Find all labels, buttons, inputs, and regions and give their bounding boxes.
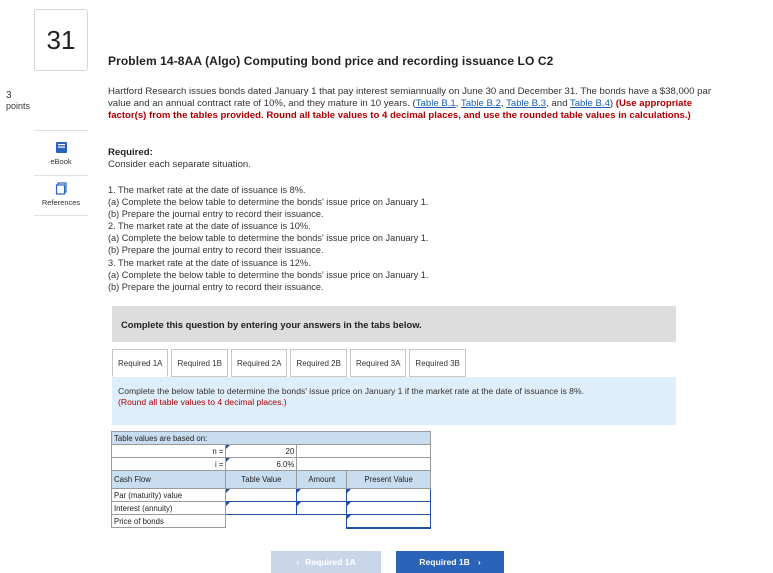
table-b2-link[interactable]: Table B.2 xyxy=(460,98,501,110)
ebook-button[interactable] xyxy=(34,140,88,176)
tab-required-1a[interactable]: Required 1A xyxy=(112,349,168,377)
rail-divider xyxy=(34,215,88,216)
row-label-interest: Interest (annuity) xyxy=(112,502,226,515)
row-label-par: Par (maturity) value xyxy=(112,489,226,502)
rail-divider xyxy=(34,175,88,176)
tab-required-3b[interactable]: Required 3B xyxy=(409,349,465,377)
col-amount: Amount xyxy=(297,471,347,489)
interest-present-value-input[interactable] xyxy=(347,502,431,515)
tab-required-2a[interactable]: Required 2A xyxy=(231,349,287,377)
n-label: n = xyxy=(112,445,226,458)
instruction-rounding: (Round all table values to 4 decimal places.) xyxy=(118,396,287,407)
row-label-price: Price of bonds xyxy=(112,515,226,528)
n-input[interactable]: 20 xyxy=(226,445,297,458)
step-item: (b) Prepare the journal entry to record their issuance. xyxy=(108,209,324,220)
points-label: points xyxy=(6,101,31,111)
step-item: 1. The market rate at the date of issuance is 8%. xyxy=(108,185,306,195)
col-cash-flow: Cash Flow xyxy=(112,471,226,489)
par-amount-input[interactable] xyxy=(297,489,347,502)
col-table-value: Table Value xyxy=(226,471,297,489)
chevron-left-icon: ‹ xyxy=(296,557,300,567)
references-icon xyxy=(54,181,68,195)
table-b4-link[interactable]: Table B.4 xyxy=(569,98,610,110)
i-label: i = xyxy=(112,458,226,471)
chevron-right-icon: › xyxy=(477,557,481,567)
requirement-tabs xyxy=(112,349,466,377)
par-present-value-input[interactable] xyxy=(347,489,431,502)
col-present-value: Present Value xyxy=(347,471,431,489)
rounding-instruction: (Use appropriate factor(s) from the tables provided. Round all table values to 4 decimal places, and use the rounded table values in calculations.) xyxy=(108,98,693,122)
required-heading: Required: xyxy=(108,147,153,158)
interest-amount-input[interactable] xyxy=(297,502,347,515)
table-b1-link[interactable]: Table B.1 xyxy=(415,98,456,110)
bond-price-table xyxy=(111,431,431,529)
par-table-value-input[interactable] xyxy=(226,489,297,502)
table-row xyxy=(112,489,431,502)
book-icon xyxy=(54,140,68,154)
tab-instruction xyxy=(112,377,676,425)
tab-required-1b[interactable]: Required 1B xyxy=(171,349,227,377)
rail-divider xyxy=(34,130,88,131)
prev-tab-label: Required 1A xyxy=(305,557,356,567)
table-row xyxy=(112,515,431,528)
requirements-list xyxy=(108,184,428,293)
references-button[interactable] xyxy=(34,181,88,217)
tab-required-3a[interactable]: Required 3A xyxy=(350,349,406,377)
instruction-text: Complete the below table to determine the bonds' issue price on January 1 if the market rate at the date of issuance is 8%. xyxy=(118,386,584,396)
step-item: 3. The market rate at the date of issuance is 12%. xyxy=(108,257,311,268)
next-tab-button[interactable] xyxy=(396,551,504,573)
table-b3-link[interactable]: Table B.3 xyxy=(506,98,547,110)
step-item: (a) Complete the below table to determine the bonds' issue price on January 1. xyxy=(108,233,429,244)
step-item: (b) Prepare the journal entry to record their issuance. xyxy=(108,281,324,292)
prev-tab-button[interactable] xyxy=(271,551,381,573)
required-subtext: Consider each separate situation. xyxy=(108,159,251,170)
price-of-bonds-input[interactable] xyxy=(347,515,431,528)
next-tab-label: Required 1B xyxy=(419,557,470,567)
step-item: (a) Complete the below table to determine the bonds' issue price on January 1. xyxy=(108,269,429,280)
step-item: (b) Prepare the journal entry to record their issuance. xyxy=(108,245,324,256)
table-row xyxy=(112,502,431,515)
points-value: 3 xyxy=(6,90,12,101)
problem-intro: Hartford Research issues bonds dated January 1 that pay interest semiannually on June 30 and December 31. The bonds have a $38,000 par value and an annual contract rate of 10%, and they mature in 10 years. (Table B.1, Table B.2, Table B.3, and Table B.4) (Use appropriate factor(s) from the tables provided. Round all table values to 4 decimal places, and use the rounded table values in calculations.) xyxy=(108,86,712,122)
intro-text: Hartford Research issues bonds dated January 1 that pay interest semiannually on June 30 and December 31. The bonds have a $38,000 par value and an annual contract rate of 10%, and they mature in 10 years. ( xyxy=(108,86,712,110)
step-item: 2. The market rate at the date of issuance is 10%. xyxy=(108,221,311,232)
problem-title: Problem 14-8AA (Algo) Computing bond price and recording issuance LO C2 xyxy=(108,54,554,68)
interest-table-value-input[interactable] xyxy=(226,502,297,515)
table-based-on-label: Table values are based on: xyxy=(112,432,431,445)
points-indicator xyxy=(6,90,30,112)
tab-required-2b[interactable]: Required 2B xyxy=(290,349,346,377)
i-input[interactable]: 6.0% xyxy=(226,458,297,471)
references-label: References xyxy=(41,198,81,207)
panel-heading: Complete this question by entering your answers in the tabs below. xyxy=(112,306,676,342)
ebook-label: eBook xyxy=(50,157,72,166)
step-item: (a) Complete the below table to determine the bonds' issue price on January 1. xyxy=(108,197,429,208)
question-number: 31 xyxy=(34,9,88,71)
